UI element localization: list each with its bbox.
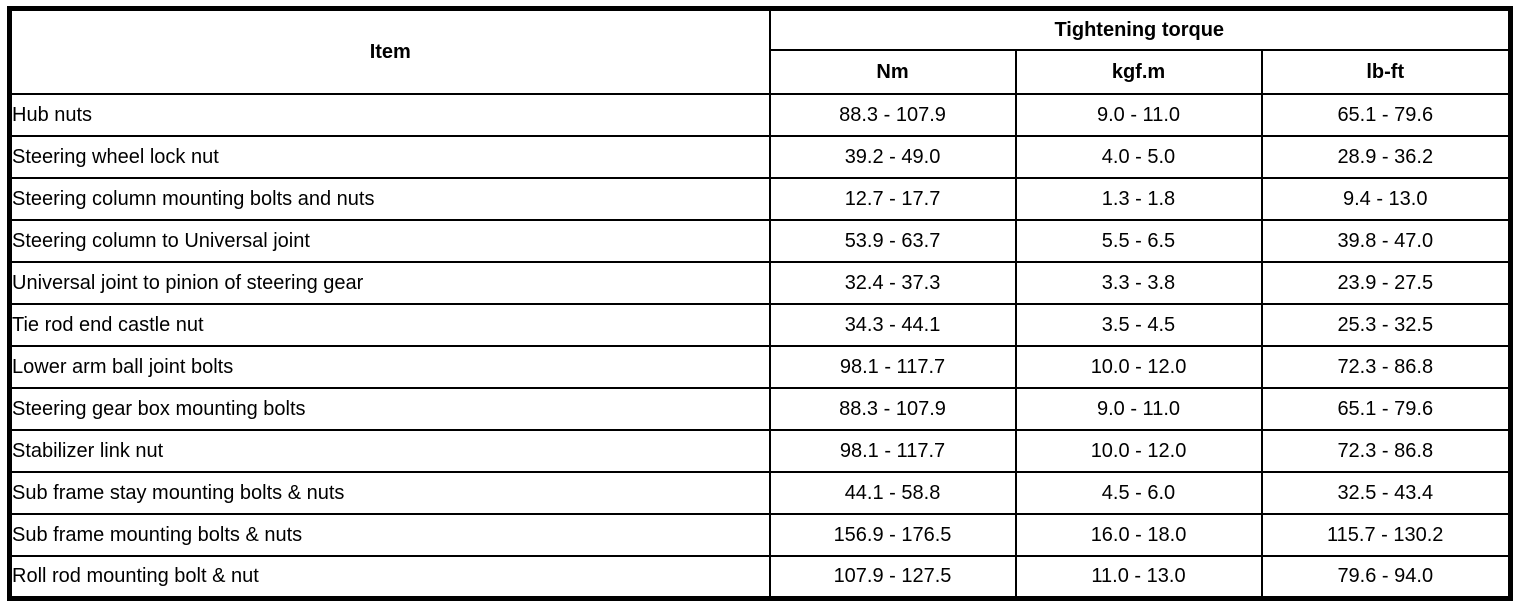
lbft-cell: 9.4 - 13.0 bbox=[1262, 178, 1511, 220]
kgfm-cell: 4.0 - 5.0 bbox=[1016, 136, 1262, 178]
lbft-cell: 65.1 - 79.6 bbox=[1262, 388, 1511, 430]
table-body bbox=[10, 94, 1511, 598]
kgfm-cell: 4.5 - 6.0 bbox=[1016, 472, 1262, 514]
nm-cell: 44.1 - 58.8 bbox=[770, 472, 1016, 514]
kgfm-cell: 1.3 - 1.8 bbox=[1016, 178, 1262, 220]
tightening-torque-group-header: Tightening torque bbox=[770, 9, 1511, 51]
kgfm-cell: 3.5 - 4.5 bbox=[1016, 304, 1262, 346]
nm-cell: 88.3 - 107.9 bbox=[770, 388, 1016, 430]
table-row bbox=[10, 262, 1511, 304]
lbft-cell: 39.8 - 47.0 bbox=[1262, 220, 1511, 262]
item-cell: Lower arm ball joint bolts bbox=[10, 346, 770, 388]
table-row bbox=[10, 430, 1511, 472]
item-cell: Sub frame mounting bolts & nuts bbox=[10, 514, 770, 556]
table-row bbox=[10, 388, 1511, 430]
lbft-cell: 32.5 - 43.4 bbox=[1262, 472, 1511, 514]
item-column-header: Item bbox=[10, 9, 770, 95]
item-cell: Steering column mounting bolts and nuts bbox=[10, 178, 770, 220]
nm-cell: 32.4 - 37.3 bbox=[770, 262, 1016, 304]
table-row bbox=[10, 472, 1511, 514]
kgfm-cell: 3.3 - 3.8 bbox=[1016, 262, 1262, 304]
item-cell: Stabilizer link nut bbox=[10, 430, 770, 472]
lbft-cell: 28.9 - 36.2 bbox=[1262, 136, 1511, 178]
table-row bbox=[10, 220, 1511, 262]
nm-cell: 34.3 - 44.1 bbox=[770, 304, 1016, 346]
item-cell: Tie rod end castle nut bbox=[10, 304, 770, 346]
table-header bbox=[10, 9, 1511, 95]
kgfm-cell: 10.0 - 12.0 bbox=[1016, 430, 1262, 472]
item-cell: Steering column to Universal joint bbox=[10, 220, 770, 262]
kgfm-cell: 9.0 - 11.0 bbox=[1016, 388, 1262, 430]
nm-cell: 12.7 - 17.7 bbox=[770, 178, 1016, 220]
nm-column-header: Nm bbox=[770, 50, 1016, 94]
kgfm-cell: 10.0 - 12.0 bbox=[1016, 346, 1262, 388]
nm-cell: 98.1 - 117.7 bbox=[770, 430, 1016, 472]
item-cell: Hub nuts bbox=[10, 94, 770, 136]
lbft-cell: 115.7 - 130.2 bbox=[1262, 514, 1511, 556]
kgfm-cell: 16.0 - 18.0 bbox=[1016, 514, 1262, 556]
nm-cell: 53.9 - 63.7 bbox=[770, 220, 1016, 262]
table-row bbox=[10, 514, 1511, 556]
item-cell: Steering wheel lock nut bbox=[10, 136, 770, 178]
table-row bbox=[10, 136, 1511, 178]
tightening-torque-table bbox=[7, 6, 1513, 601]
kgfm-cell: 11.0 - 13.0 bbox=[1016, 556, 1262, 598]
lbft-cell: 23.9 - 27.5 bbox=[1262, 262, 1511, 304]
nm-cell: 107.9 - 127.5 bbox=[770, 556, 1016, 598]
kgfm-column-header: kgf.m bbox=[1016, 50, 1262, 94]
lbft-column-header: lb-ft bbox=[1262, 50, 1511, 94]
header-row-group bbox=[10, 9, 1511, 51]
lbft-cell: 72.3 - 86.8 bbox=[1262, 346, 1511, 388]
table-row bbox=[10, 304, 1511, 346]
table-row bbox=[10, 178, 1511, 220]
kgfm-cell: 9.0 - 11.0 bbox=[1016, 94, 1262, 136]
nm-cell: 98.1 - 117.7 bbox=[770, 346, 1016, 388]
item-cell: Sub frame stay mounting bolts & nuts bbox=[10, 472, 770, 514]
lbft-cell: 72.3 - 86.8 bbox=[1262, 430, 1511, 472]
lbft-cell: 79.6 - 94.0 bbox=[1262, 556, 1511, 598]
table-row bbox=[10, 346, 1511, 388]
lbft-cell: 65.1 - 79.6 bbox=[1262, 94, 1511, 136]
item-cell: Roll rod mounting bolt & nut bbox=[10, 556, 770, 598]
table-row bbox=[10, 556, 1511, 598]
lbft-cell: 25.3 - 32.5 bbox=[1262, 304, 1511, 346]
nm-cell: 156.9 - 176.5 bbox=[770, 514, 1016, 556]
nm-cell: 39.2 - 49.0 bbox=[770, 136, 1016, 178]
table-row bbox=[10, 94, 1511, 136]
item-cell: Steering gear box mounting bolts bbox=[10, 388, 770, 430]
nm-cell: 88.3 - 107.9 bbox=[770, 94, 1016, 136]
kgfm-cell: 5.5 - 6.5 bbox=[1016, 220, 1262, 262]
item-cell: Universal joint to pinion of steering gear bbox=[10, 262, 770, 304]
